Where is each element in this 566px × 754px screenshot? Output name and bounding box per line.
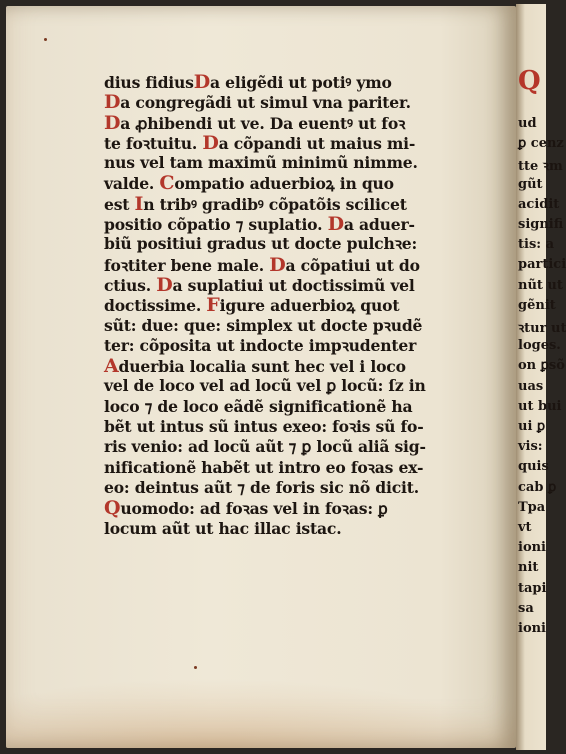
text-line — [104, 316, 464, 336]
next-page-fragment: tte ꝛm — [518, 159, 563, 175]
text-segment: eo: deintus aũt ⁊ de foris sic nõ dicit. — [104, 477, 419, 497]
text-segment: nificationẽ habẽt ut intro eo foꝛas ex- — [104, 457, 424, 477]
next-page-fragment: ut bui — [518, 398, 562, 414]
text-segment: a eligẽdi ut potiꝰ ymo — [210, 73, 392, 92]
next-page-fragment: Tpa — [518, 499, 546, 515]
text-line — [104, 498, 464, 518]
text-line — [104, 275, 464, 295]
rubricated-initial: A — [104, 355, 119, 378]
text-line — [104, 458, 464, 478]
rubricated-initial: C — [159, 172, 175, 195]
rubricated-initial: D — [327, 213, 344, 236]
next-page-fragment: vis: — [518, 439, 543, 455]
next-page-fragment: uas — [518, 378, 544, 394]
next-page-fragment: quis — [518, 459, 549, 475]
text-segment: igure aduerbioꝝ quot — [219, 296, 400, 316]
text-line — [104, 255, 464, 275]
text-segment: locum aũt ut hac illac istac. — [104, 518, 342, 538]
text-line — [104, 214, 464, 234]
text-segment: ctius. — [104, 275, 157, 295]
next-page-fragment: tis: a — [518, 237, 555, 253]
text-line — [104, 72, 464, 92]
next-page-fragment: ioni — [518, 621, 546, 636]
next-page-fragment: signifi — [518, 217, 564, 232]
rubricated-initial: I — [134, 192, 144, 215]
next-page-fragment: nit — [518, 560, 539, 576]
next-page-fragment: vt — [518, 520, 532, 535]
text-segment: a congregãdi ut simul vna pariter. — [120, 93, 411, 113]
rubricated-initial: D — [104, 111, 121, 134]
text-line — [104, 194, 464, 214]
rubricated-initial: D — [104, 91, 121, 114]
next-page-fragment: nũt ut — [518, 277, 563, 293]
text-segment: a ꝓhibendi ut ve. Da euentꝰ ut foꝛ — [120, 113, 406, 133]
text-segment: est — [104, 194, 135, 214]
next-page-fragment: gẽnit — [518, 297, 556, 313]
text-segment: positio cõpatio ⁊ suplatio. — [104, 215, 328, 235]
next-page-fragment: loges. — [518, 338, 561, 354]
rubricated-initial: F — [206, 294, 220, 317]
text-segment: a cõpatiui ut do — [285, 255, 420, 275]
text-line — [104, 376, 464, 396]
text-segment: doctissime. — [104, 296, 207, 316]
rubricated-initial: D — [193, 71, 211, 93]
next-page-initial: Q — [518, 66, 541, 96]
text-segment: a suplatiui ut doctissimũ vel — [172, 275, 415, 295]
text-segment: foꝛtiter bene male. — [104, 255, 270, 275]
text-segment: ter: cõposita ut indocte impꝛudenter — [104, 335, 417, 355]
text-line — [104, 437, 464, 457]
rubricated-initial: D — [202, 131, 219, 154]
next-page-fragment: sa — [518, 600, 534, 616]
text-segment: uomodo: ad foꝛas vel in foꝛas: ꝑ — [120, 499, 388, 519]
next-page-fragment: gũt — [518, 176, 543, 192]
printed-text-block — [104, 72, 464, 539]
ink-speck — [44, 38, 47, 41]
text-segment: bẽt ut intus sũ intus exeo: foꝛis sũ fo- — [104, 417, 424, 437]
next-page-fragment: ui ꝑ — [518, 419, 546, 434]
text-line — [104, 417, 464, 437]
text-line — [104, 113, 464, 133]
text-segment: a cõpandi ut maius mi- — [218, 133, 416, 153]
adjacent-page-edge — [516, 4, 566, 750]
text-line — [104, 397, 464, 417]
next-page-fragment: cab ꝑ — [518, 479, 557, 495]
text-segment: sũt: due: que: simplex ut docte pꝛudẽ — [104, 315, 423, 335]
text-line — [104, 295, 464, 315]
text-segment: valde. — [104, 174, 160, 194]
text-line — [104, 336, 464, 356]
text-segment: a aduer- — [343, 215, 415, 235]
text-line — [104, 92, 464, 112]
text-segment: ris venio: ad locũ aũt ⁊ ꝑ locũ aliã sig- — [104, 437, 426, 457]
rubricated-initial: D — [269, 253, 286, 276]
water-stain — [6, 678, 516, 748]
next-page-fragment: ꝛtur ut — [518, 321, 566, 336]
text-segment: te foꝛtuitu. — [104, 133, 203, 153]
next-page-fragment: ioni — [518, 540, 546, 556]
ink-speck — [194, 666, 197, 669]
text-segment: biũ positiui gradus ut docte pulchꝛe: — [104, 234, 418, 254]
next-page-fragment: on ꝑsõ — [518, 358, 565, 374]
next-page-fragment: partici — [518, 257, 566, 273]
text-segment: n tribꝰ gradibꝰ cõpatõis scilicet — [143, 194, 407, 214]
text-line — [104, 356, 464, 376]
rubricated-initial: Q — [104, 497, 121, 520]
next-page-fragment: tapi — [518, 580, 547, 596]
text-segment: nus vel tam maximũ minimũ nimme. — [104, 153, 418, 173]
text-line — [104, 478, 464, 498]
next-page-fragment: ꝑ cenz — [518, 136, 564, 152]
text-line — [104, 173, 464, 193]
text-line — [104, 153, 464, 173]
next-page-fragment: acidit — [518, 196, 560, 212]
text-segment: dius fidius — [104, 73, 194, 92]
text-segment: duerbia localia sunt hec vel i loco — [118, 357, 406, 377]
text-segment: vel de loco vel ad locũ vel ꝑ locũ: ſz in — [104, 376, 426, 396]
text-segment: loco ⁊ de loco eãdẽ significationẽ ha — [104, 396, 413, 416]
text-line — [104, 234, 464, 254]
rubricated-initial: D — [156, 273, 173, 296]
next-page-fragment: ud — [518, 116, 537, 131]
text-line — [104, 519, 464, 539]
text-segment: ompatio aduerbioꝝ in quo — [174, 174, 394, 194]
text-line — [104, 133, 464, 153]
